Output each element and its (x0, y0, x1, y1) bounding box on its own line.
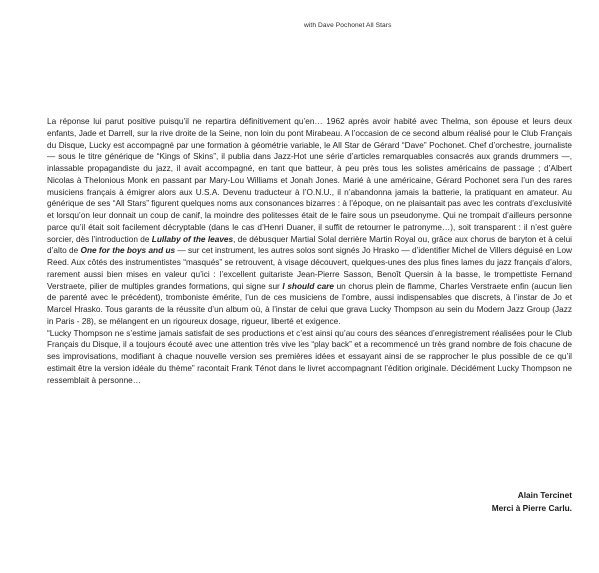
song-title-i-should-care: I should care (282, 281, 334, 291)
acknowledgement: Merci à Pierre Carlu. (491, 502, 572, 513)
author-name: Alain Tercinet (517, 490, 572, 500)
paragraph-2 (47, 328, 572, 387)
song-title-lullaby-of-the-leaves: Lullaby of the leaves (151, 234, 234, 244)
signature-block (492, 489, 572, 514)
text-run: — sur cet instrument, les autres solos sont signés Jo Hrasko — d’identifier Michel de Villers déguisé en Low Reed. Aux côtés des instrumentistes “masqués” se retrouvent, à visage découvert, quelques-unes des plus fines lames du jazz français d’alors, rarement aussi bien mises en valeur qu’ici : l’excellent guitariste Jean-Pierre Sasson, Benoît Quersin à la basse, le trompettiste Fernand Verstraete, pilier de multiples grandes formations, qui signe sur (47, 246, 572, 291)
song-title-one-for-the-boys-and-us: One for the boys and us (80, 246, 176, 256)
text-run: , de débusquer Martial Solal derrière Martin Royal ou, grâce aux chorus de baryton et à celui d’alto de (47, 234, 572, 256)
page-header: with Dave Pochonet All Stars (304, 22, 392, 29)
text-run: La réponse lui parut positive puisqu’il ne repartira définitivement qu’en… 1962 après avoir habité avec Thelma, son épouse et leurs deux enfants, Jade et Darrell, sur la rive droite de la Seine, non loin du pont Mirabeau. A l’occasion de ce second album réalisé pour le Club Français du Disque, Lucky est accompagné par une formation à géométrie variable, le All Star de Gérard “Dave” Pochonet. Chef d’orchestre, journaliste — sous le titre générique de “Kings of Skins”, il publia dans Jazz-Hot une série d’articles remarquables consacrés aux grands drummers —, inlassable propagandiste du jazz, il avait accompagné, en tant que batteur, à peu près tous les solistes américains de passage ; d’Albert Nicolas à Thelonious Monk en passant par Mary-Lou Williams et Jonah Jones. Marié à une américaine, Gérard Pochonet sera l’un des rares musiciens français à émigrer alors aux U.S.A. Devenu traducteur à l’O.N.U., il n’abandonna jamais la batterie, la pratiquant en amateur. Au générique de ses “All Stars” figurent quelques noms aux consonances bizarres : à l’époque, on ne plaisantait pas avec les contrats d’exclusivité et lorsqu’on leur donnait un coup de canif, la moindre des politesses était de le faire sous un pseudonyme. Qui ne trompait d’ailleurs personne parce qu’il était soit facilement décryptable (dans le cas d’Henri Duaner, il suffit de retourner le patronyme…), soit transparent : il n’est guère sorcier, dès l’introduction de (47, 117, 572, 244)
text-run: “Lucky Thompson ne s’estime jamais satisfait de ses productions et c’est ainsi qu’au cours des séances d’enregistrement réalisées pour le Club Français du Disque, il a toujours écouté avec une attention très vive les “play back” et a recommencé un très grand nombre de fois chacune de ses improvisations, modifiant à chaque nouvelle version ses premières idées et essayant ainsi de se rapprocher le plus possible de ce qu’il estimait être la version idéale du thème” racontait Frank Ténot dans le livret accompagnant l’édition originale. Décidément Lucky Thompson ne ressemblait à personne… (47, 328, 572, 385)
liner-notes-body (47, 116, 572, 386)
paragraph-1 (47, 116, 572, 328)
text-run: un chorus plein de flamme, Charles Verstraete enfin (aucun lien de parenté avec le précédent), tromboniste émérite, l’un de ces musiciens de l’ombre, aussi indispensables que discrets, à l’instar de Jo et Marcel Hrasko. Tous garants de la réussite d’un album où, à l’instar de celui que grava Lucky Thompson au sein du Modern Jazz Group (Jazz in Paris - 28), se mélangent en un rigoureux dosage, rigueur, liberté et exigence. (47, 281, 573, 326)
